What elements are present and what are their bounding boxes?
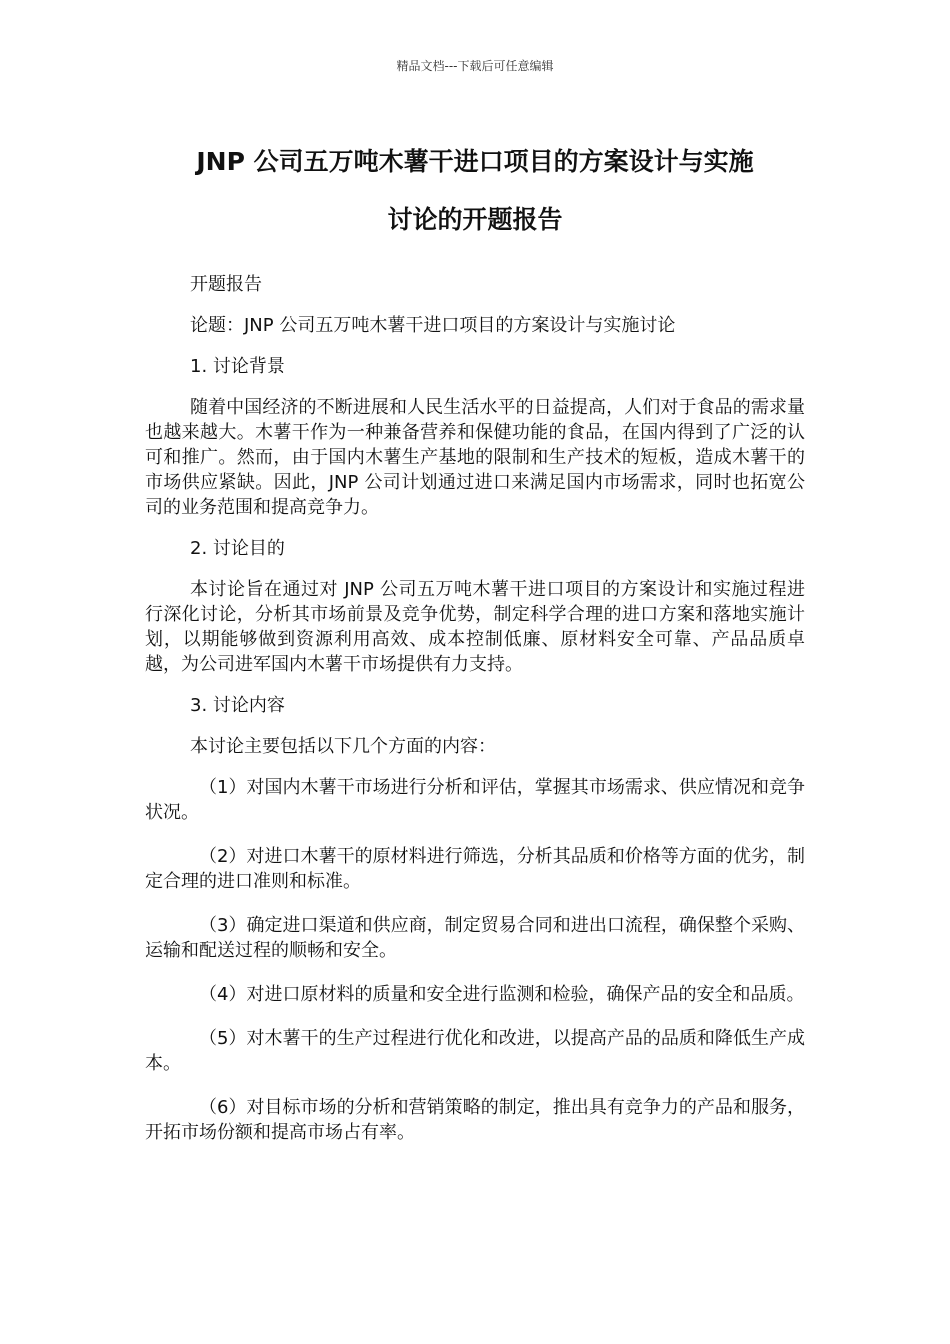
content-list-item: （6）对目标市场的分析和营销策略的制定，推出具有竞争力的产品和服务，开拓市场份额和提高市场占有率。	[145, 1097, 805, 1143]
document-title-line-1: JNP 公司五万吨木薯干进口项目的方案设计与实施	[196, 147, 754, 176]
content-list-item: （4）对进口原材料的质量和安全进行监测和检验，确保产品的安全和品质。	[199, 984, 805, 1005]
section-heading-purpose: 2. 讨论目的	[190, 538, 285, 559]
content-list-item: （3）确定进口渠道和供应商，制定贸易合同和进出口流程，确保整个采购、运输和配送过程的顺畅和安全。	[145, 915, 805, 961]
content-list-item: （5）对木薯干的生产过程进行优化和改进，以提高产品的品质和降低生产成本。	[145, 1028, 805, 1074]
content-list-item: （1）对国内木薯干市场进行分析和评估，掌握其市场需求、供应情况和竞争状况。	[145, 777, 805, 823]
document-title	[140, 133, 810, 249]
document-title-line-2: 讨论的开题报告	[387, 205, 563, 234]
topic-line: 论题：JNP 公司五万吨木薯干进口项目的方案设计与实施讨论	[190, 315, 676, 336]
page-header: 精品文档---下载后可任意编辑	[396, 59, 554, 73]
section-label-report: 开题报告	[190, 274, 262, 295]
section-heading-background: 1. 讨论背景	[190, 356, 285, 377]
content-list-item: （2）对进口木薯干的原材料进行筛选，分析其品质和价格等方面的优劣，制定合理的进口准则和标准。	[145, 846, 805, 892]
document-body	[145, 272, 805, 1164]
section-heading-content: 3. 讨论内容	[190, 695, 285, 716]
purpose-paragraph: 本讨论旨在通过对 JNP 公司五万吨木薯干进口项目的方案设计和实施过程进行深化讨论，分析其市场前景及竞争优势，制定科学合理的进口方案和落地实施计划，以期能够做到资源利用高效、成本控制低廉、原材料安全可靠、产品品质卓越，为公司进军国内木薯干市场提供有力支持。	[145, 579, 805, 675]
content-intro: 本讨论主要包括以下几个方面的内容：	[190, 736, 496, 757]
background-paragraph: 随着中国经济的不断进展和人民生活水平的日益提高，人们对于食品的需求量也越来越大。木薯干作为一种兼备营养和保健功能的食品，在国内得到了广泛的认可和推广。然而，由于国内木薯生产基地的限制和生产技术的短板，造成木薯干的市场供应紧缺。因此，JNP 公司计划通过进口来满足国内市场需求，同时也拓宽公司的业务范围和提高竞争力。	[145, 397, 805, 518]
